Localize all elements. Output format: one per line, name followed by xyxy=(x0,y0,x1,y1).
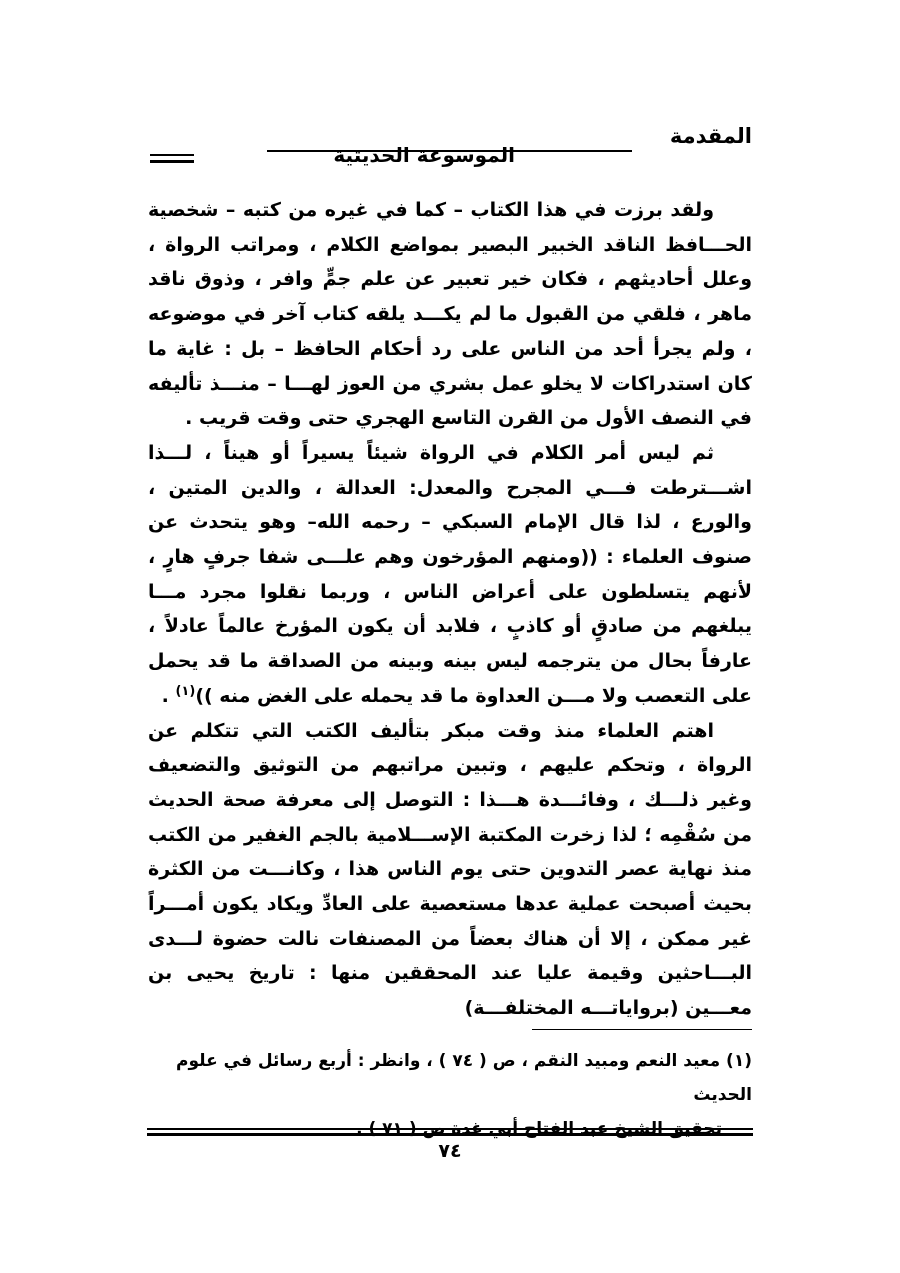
paragraph-3: اهتم العلماء منذ وقت مبكر بتأليف الكتب التي تتكلم عن الرواة ، وتحكم عليهم ، وتبين مراتبهم من التوثيق والتضعيف وغير ذلـــك ، وفائـــدة هـــذا : التوصل إلى معرفة صحة الحديث من سُقْمِه ؛ لذا زخرت المكتبة الإســـلامية بالجم الغفير من الكتب منذ نهاية عصر التدوين حتى يوم الناس هذا ، وكانـــت من الكثرة بحيث أصبحت عملية عدها مستعصية على العادِّ ويكاد يكون أمـــراً غير ممكن ، إلا أن هناك بعضاً من المصنفات نالت حضوة لـــدى البـــاحثين وقيمة عليا عند المحققين منها : تاريخ يحيى بن معـــين (برواياتـــه المختلفـــة) xyxy=(148,719,752,1020)
footer-rule xyxy=(147,1133,753,1136)
footnote-separator xyxy=(532,1029,752,1030)
book-title: الموسوعة الحديثية xyxy=(333,143,515,167)
paragraph-2-text: ثم ليس أمر الكلام في الرواة شيئاً يسيراً أو هيناً ، لـــذا اشـــترطت فـــي المجرح والمعدل: العدالة ، والدين المتين ، والورع ، لذا قال الإمام السبكي – رحمه الله– وهو يتحدث عن صنوف العلماء : ((ومنهم المؤرخون وهم علـــى شفا جرفٍ هارٍ ، لأنهم يتسلطون على أعراض الناس ، وربما نقلوا مجرد مـــا يبلغهم من صادقٍ أو كاذبٍ ، فلابد أن يكون المؤرخ عالماً عادلاً ، عارفاً بحال من يترجمه ليس بينه وبينه من الصداقة ما قد يحمل على التعصب ولا مـــن العداوة ما قد يحمله على الغض منه )) xyxy=(148,441,752,707)
paragraph-2-tail: . xyxy=(161,684,176,707)
section-title: المقدمة xyxy=(669,124,752,148)
body-text xyxy=(148,193,752,1026)
page-number: ٧٤ xyxy=(438,1140,462,1162)
footnote xyxy=(148,1044,752,1146)
header-ornament-line xyxy=(150,154,194,156)
footnote-reference[interactable]: (١) xyxy=(175,683,196,699)
paragraph-2 xyxy=(148,436,752,714)
paragraph-1: ولقد برزت في هذا الكتاب – كما في غيره من كتبه – شخصية الحـــافظ الناقد الخبير البصير بمواضع الكلام ، ومراتب الرواة ، وعلل أحاديثهم ، فكان خير تعبير عن علم جمٍّ وافر ، وذوق ناقد ماهر ، فلقي من القبول ما لم يكـــد يلقه كتاب آخر في موضوعه ، ولم يجرأ أحد من الناس على رد أحكام الحافظ – بل : غاية ما كان استدراكات لا يخلو عمل بشري من العوز لهـــا – منـــذ تأليفه في النصف الأول من القرن التاسع الهجري حتى وقت قريب . xyxy=(148,199,752,430)
footnote-line-1: (١) معيد النعم ومبيد النقم ، ص ( ٧٤ ) ، وانظر : أربع رسائل في علوم الحديث xyxy=(176,1051,752,1105)
footnote-line-2: تحقيق الشيخ عبد الفتاح أبي غدة ص ( ٧١ ) . xyxy=(356,1119,722,1139)
header-ornament-line xyxy=(150,160,194,163)
footer-rule xyxy=(147,1128,753,1130)
